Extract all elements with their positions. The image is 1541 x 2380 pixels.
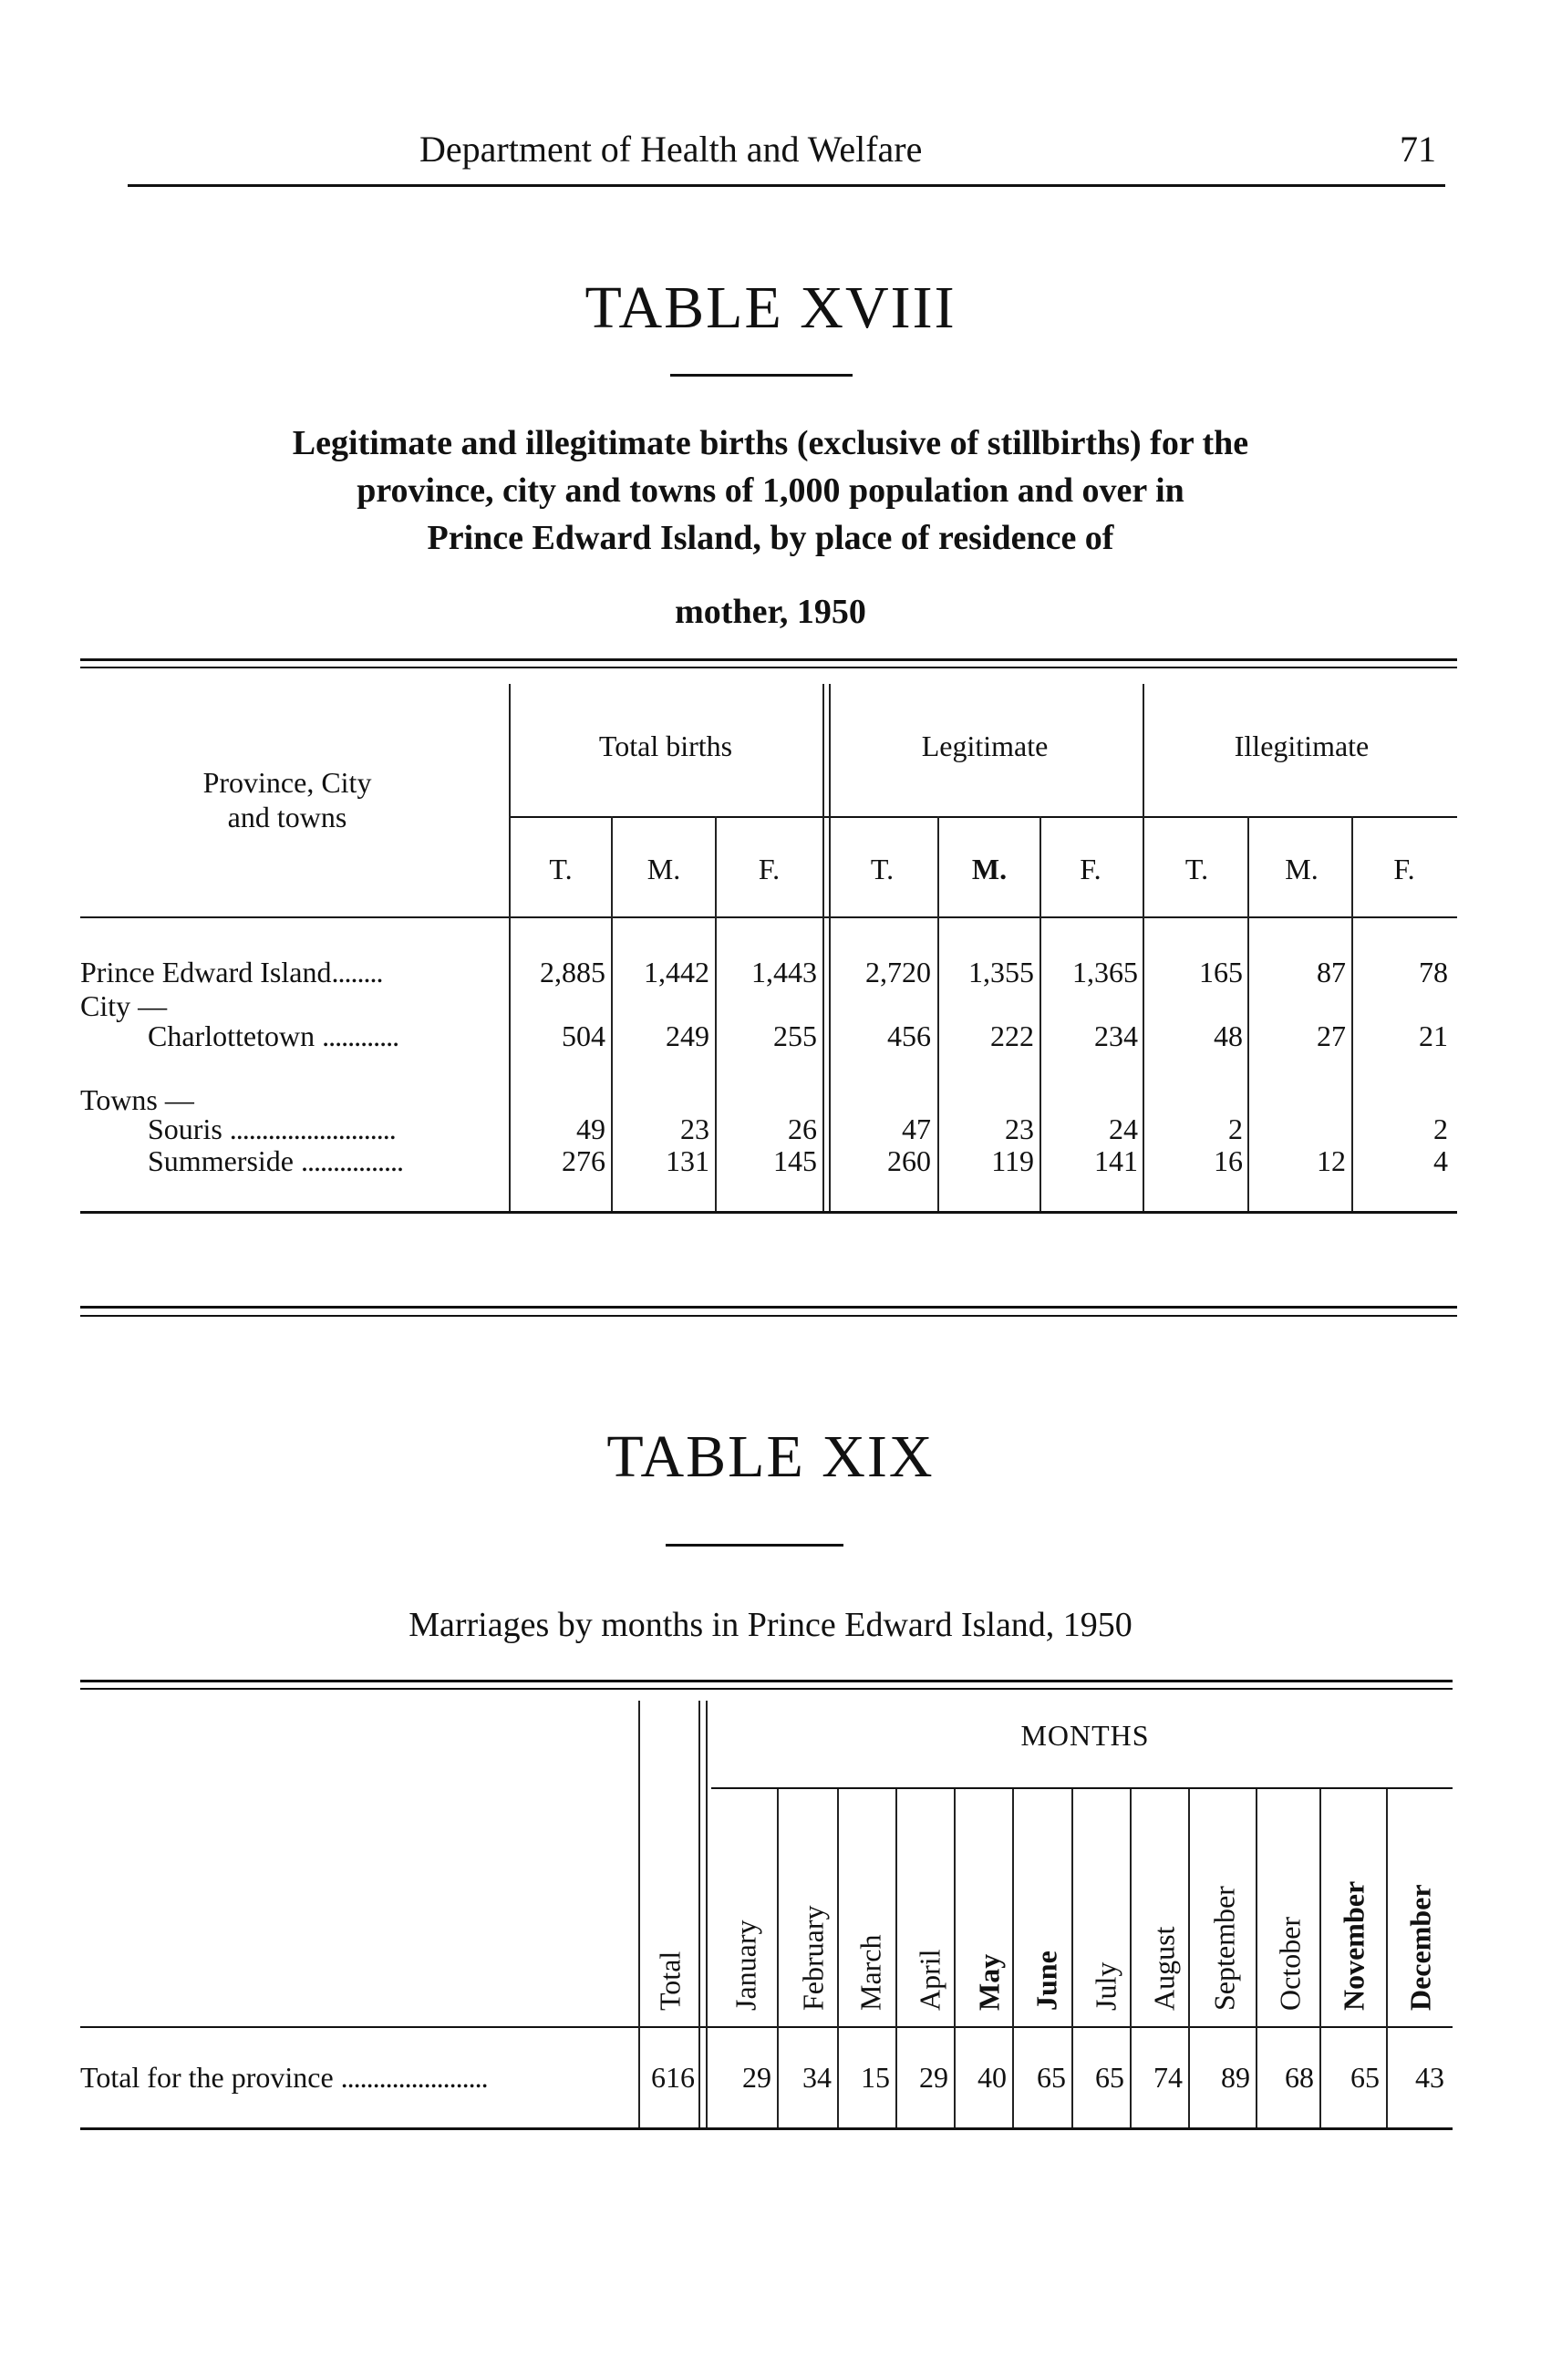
col-header-july-text: July: [1089, 1961, 1122, 2011]
row-label-total-province: Total for the province: [80, 2061, 334, 2094]
table-cell: 65: [1350, 2061, 1380, 2094]
table19-header-rule: [80, 2026, 1453, 2028]
col-header-total-text: Total: [653, 1951, 687, 2011]
table-cell: 48: [1214, 1019, 1243, 1052]
table-cell: 131: [666, 1144, 709, 1177]
table-row-label: [148, 1144, 403, 1178]
table-cell: 74: [1153, 2061, 1183, 2094]
table-row-label: City —: [80, 989, 168, 1022]
table18-title-rule: [670, 374, 853, 377]
table-cell: 141: [1094, 1144, 1138, 1177]
table18-caption-line-3: Prince Edward Island, by place of residence of: [427, 519, 1114, 557]
col-header-november: [1327, 1737, 1381, 2011]
col-header-march-text: March: [853, 1934, 887, 2011]
table-cell: 65: [1037, 2061, 1066, 2094]
subhead-illeg-m: M.: [1285, 853, 1319, 885]
table-row-label: [148, 1019, 398, 1053]
table-cell: 23: [680, 1112, 709, 1145]
table-cell: 2: [1433, 1112, 1448, 1145]
table-cell: 145: [773, 1144, 817, 1177]
row-label-souris: Souris: [148, 1112, 222, 1145]
col-header-february: [786, 1737, 841, 2011]
subhead-legit-t: T.: [870, 853, 895, 885]
table-cell: 276: [562, 1144, 605, 1177]
col-header-august: [1137, 1737, 1192, 2011]
col-header-november-text: November: [1337, 1880, 1370, 2011]
table-cell: 616: [651, 2061, 695, 2094]
table-cell: 34: [802, 2061, 832, 2094]
col-header-september: [1197, 1737, 1252, 2011]
table19-title: TABLE XIX: [606, 1423, 935, 1490]
table-cell: 2,720: [865, 956, 931, 988]
table-cell: 260: [887, 1144, 931, 1177]
table-cell: 1,442: [644, 956, 709, 988]
row-label-charlottetown: Charlottetown: [148, 1019, 315, 1052]
row-label-pei: Prince Edward Island: [80, 956, 332, 988]
group-header-total-births: Total births: [598, 730, 733, 762]
table18-top-rule-2: [80, 667, 1457, 668]
row-leaders-charlottetown: ............: [322, 1019, 399, 1052]
table19-top-rule: [80, 1680, 1453, 1682]
table-cell: 504: [562, 1019, 605, 1052]
col-header-january-text: January: [729, 1920, 762, 2011]
table-cell: 249: [666, 1019, 709, 1052]
table-cell: 1,443: [751, 956, 817, 988]
table-cell: 40: [977, 2061, 1007, 2094]
table-cell: 1,355: [968, 956, 1034, 988]
table-cell: 2,885: [540, 956, 605, 988]
col-header-september-text: September: [1207, 1886, 1241, 2011]
table-cell: 12: [1317, 1144, 1346, 1177]
table-cell: 27: [1317, 1019, 1346, 1052]
table-cell: 1,365: [1072, 956, 1138, 988]
col-header-december-text: December: [1403, 1884, 1437, 2011]
table-cell: 15: [861, 2061, 890, 2094]
subhead-total-m: M.: [646, 853, 681, 885]
table18-title: TABLE XVIII: [584, 274, 957, 341]
subhead-total-t: T.: [549, 853, 573, 885]
col-header-january: [719, 1737, 773, 2011]
col-header-june-text: June: [1029, 1951, 1063, 2011]
table19-bottom-rule: [80, 2127, 1453, 2130]
vline-3a: [822, 684, 824, 1213]
stub-header-line-1: Province, City: [202, 766, 372, 799]
table-cell: 222: [990, 1019, 1034, 1052]
col-header-march: [843, 1737, 898, 2011]
running-head-title: Department of Health and Welfare: [419, 129, 923, 170]
table-cell: 49: [576, 1112, 605, 1145]
t19-vline-total-a: [698, 1701, 700, 2129]
subhead-rule: [80, 916, 1457, 918]
row-leaders-summerside: ................: [300, 1144, 403, 1177]
col-header-december: [1393, 1737, 1448, 2011]
table-cell: 24: [1109, 1112, 1138, 1145]
group-header-legitimate: Legitimate: [921, 730, 1049, 762]
months-header: MONTHS: [1020, 1719, 1150, 1752]
col-header-april-text: April: [913, 1949, 946, 2011]
table18-bottom-rule: [80, 1211, 1457, 1214]
table18-top-rule: [80, 658, 1457, 661]
separator-rule-2: [80, 1315, 1457, 1317]
table-cell: 26: [788, 1112, 817, 1145]
col-header-august-text: August: [1147, 1926, 1181, 2011]
col-header-october: [1263, 1737, 1318, 2011]
table19-top-rule-2: [80, 1688, 1453, 1690]
row-leaders-souris: ..........................: [229, 1112, 396, 1145]
col-header-october-text: October: [1273, 1916, 1307, 2011]
table-cell: 68: [1285, 2061, 1314, 2094]
col-header-june: [1019, 1737, 1074, 2011]
table-cell: 78: [1419, 956, 1448, 988]
row-label-summerside: Summerside: [148, 1144, 294, 1177]
table-cell: 456: [887, 1019, 931, 1052]
group-header-illegitimate: Illegitimate: [1234, 730, 1370, 762]
running-head: [0, 128, 1541, 182]
group-header-rule: [509, 816, 1457, 818]
table-row-label: Towns —: [80, 1083, 194, 1116]
col-header-may-text: May: [972, 1953, 1006, 2011]
subhead-illeg-t: T.: [1184, 853, 1209, 885]
table18-caption-line-1: Legitimate and illegitimate births (exclusive of stillbirths) for the: [292, 424, 1249, 462]
table18-caption-line-4: mother, 1950: [675, 593, 866, 631]
header-rule: [128, 184, 1445, 187]
table-cell: 165: [1199, 956, 1243, 988]
row-leaders-pei: ........: [331, 956, 383, 988]
table-cell: 16: [1214, 1144, 1243, 1177]
table-cell: 255: [773, 1019, 817, 1052]
col-header-february-text: February: [796, 1905, 830, 2011]
table19-title-rule: [666, 1544, 843, 1547]
table-cell: 234: [1094, 1019, 1138, 1052]
table-cell: 29: [742, 2061, 771, 2094]
stub-header-line-2: and towns: [227, 801, 347, 833]
table-cell: 29: [919, 2061, 948, 2094]
subhead-legit-f: F.: [1080, 853, 1101, 885]
col-header-april: [903, 1737, 957, 2011]
subhead-total-f: F.: [758, 853, 781, 885]
table-row-label: [80, 956, 382, 989]
table-row-label: [80, 2061, 488, 2095]
table-cell: 89: [1221, 2061, 1250, 2094]
page-number: 71: [1400, 129, 1436, 170]
table-cell: 43: [1415, 2061, 1444, 2094]
row-leaders-total-province: .......................: [340, 2061, 488, 2094]
table-cell: 21: [1419, 1019, 1448, 1052]
table18-caption-line-2: province, city and towns of 1,000 population and over in: [357, 471, 1184, 510]
table-cell: 2: [1228, 1112, 1243, 1145]
table-cell: 87: [1317, 956, 1346, 988]
separator-rule-1: [80, 1306, 1457, 1309]
table-cell: 47: [902, 1112, 931, 1145]
table-row-label: [148, 1112, 396, 1146]
table19-caption: Marriages by months in Prince Edward Island, 1950: [409, 1606, 1132, 1644]
subhead-legit-m: M.: [971, 853, 1008, 885]
subhead-illeg-f: F.: [1393, 853, 1415, 885]
table-cell: 23: [1005, 1112, 1034, 1145]
table-cell: 65: [1095, 2061, 1124, 2094]
col-header-total: [643, 1737, 698, 2011]
table-cell: 119: [991, 1144, 1034, 1177]
table-cell: 4: [1433, 1144, 1448, 1177]
col-header-july: [1079, 1737, 1133, 2011]
col-header-may: [962, 1737, 1017, 2011]
